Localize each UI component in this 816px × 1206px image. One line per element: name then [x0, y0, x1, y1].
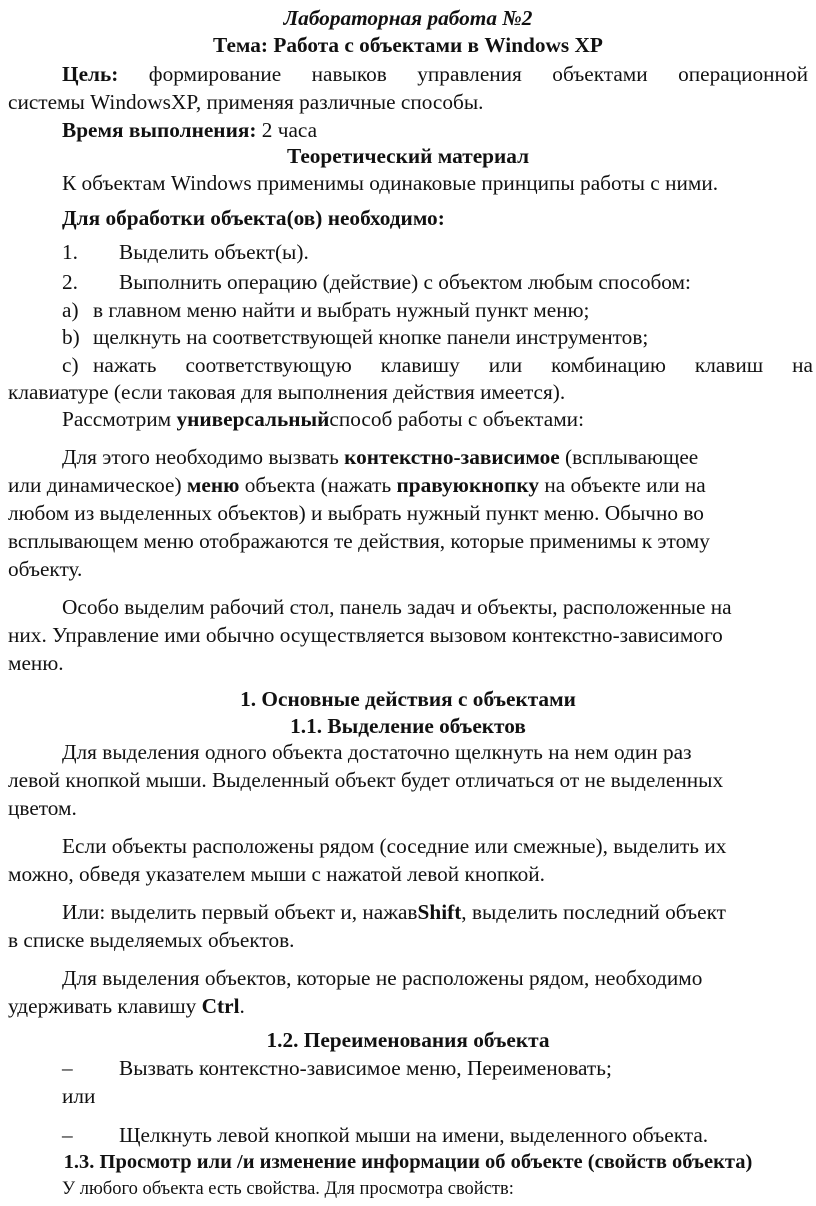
context-line-2 [8, 471, 706, 499]
context-line-3: любом из выделенных объектов) и выбрать нужный пункт меню. Обычно во [8, 501, 704, 525]
desktop-line-1: Особо выделим рабочий стол, панель задач и объекты, расположенные на [62, 595, 732, 619]
section-1-1-heading: 1.1. Выделение объектов [290, 714, 526, 738]
dash-marker: – [62, 1123, 73, 1147]
universal-bold: универсальный [176, 407, 330, 431]
way-letter: c) [62, 353, 79, 377]
step-text: Выполнить операцию (действие) с объектом любым способом: [119, 270, 691, 294]
ctrl-line-2 [8, 992, 245, 1020]
section-1-heading: 1. Основные действия с объектами [240, 687, 576, 711]
select-one-line-2: левой кнопкой мыши. Выделенный объект будет отличаться от не выделенных [8, 768, 724, 792]
context-line-1 [62, 443, 698, 471]
rename-text: Щелкнуть левой кнопкой мыши на имени, выделенного объекта. [119, 1123, 709, 1147]
text-run: Для этого необходимо вызвать [62, 445, 345, 469]
adjacent-line-1: Если объекты расположены рядом (соседние или смежные), выделить их [62, 834, 727, 858]
context-line-5: объекту. [8, 557, 83, 581]
goal-line-1 [8, 60, 808, 88]
props-intro: У любого объекта есть свойства. Для просмотра свойств: [62, 1179, 514, 1199]
theory-heading: Теоретический материал [286, 144, 530, 168]
text-run: Или: выделить первый объект и, нажав [62, 900, 418, 924]
bold-run: контекстно-зависимое [344, 445, 560, 469]
shift-line-1 [62, 898, 726, 926]
step-number: 1. [62, 240, 78, 264]
context-line-4: всплывающем меню отображаются те действия, которые применимы к этому [8, 529, 710, 553]
universal-line [62, 405, 584, 433]
select-one-line-3: цветом. [8, 796, 77, 820]
text-run: , выделить последний объект [461, 900, 726, 924]
section-1-2-heading: 1.2. Переименования объекта [266, 1028, 550, 1052]
way-letter: b) [62, 325, 80, 349]
lab-topic: Тема: Работа с объектами в Windows XP [213, 33, 603, 57]
rename-or: или [62, 1084, 96, 1108]
bold-run: Shift [417, 900, 462, 924]
bold-run: правуюкнопку [396, 473, 540, 497]
desktop-line-3: меню. [8, 651, 64, 675]
way-c-continuation: клавиатуре (если таковая для выполнения действия имеется). [8, 380, 566, 404]
shift-line-2: в списке выделяемых объектов. [8, 928, 295, 952]
ctrl-line-1: Для выделения объектов, которые не расположены рядом, необходимо [62, 966, 703, 990]
time-label: Время выполнения: [62, 118, 257, 142]
bold-run: меню [186, 473, 240, 497]
goal-label: Цель: [62, 62, 119, 86]
bold-run: Ctrl [201, 994, 240, 1018]
text-run: объекта (нажать [239, 473, 397, 497]
step-text: Выделить объект(ы). [119, 240, 309, 264]
universal-pre: Рассмотрим [62, 407, 177, 431]
goal-text-1: формирование навыков управления объектами операционной [148, 62, 808, 86]
way-c-text: нажать соответствующую клавишу или комбинацию клавиш на [93, 353, 813, 377]
time-line [62, 116, 317, 144]
select-one-line-1: Для выделения одного объекта достаточно щелкнуть на нем один раз [62, 740, 692, 764]
universal-post: способ работы с объектами: [329, 407, 584, 431]
lab-title: Лабораторная работа №2 [283, 6, 533, 30]
rename-text: Вызвать контекстно-зависимое меню, Переименовать; [119, 1056, 612, 1080]
dash-marker: – [62, 1056, 73, 1080]
theory-intro: К объектам Windows применимы одинаковые принципы работы с ними. [62, 171, 719, 195]
text-run: (всплывающее [559, 445, 699, 469]
goal-line-2: системы WindowsXP, применяя различные способы. [8, 90, 484, 114]
way-text: в главном меню найти и выбрать нужный пункт меню; [93, 298, 590, 322]
processing-heading: Для обработки объекта(ов) необходимо: [62, 206, 445, 230]
adjacent-line-2: можно, обведя указателем мыши с нажатой левой кнопкой. [8, 862, 545, 886]
step-number: 2. [62, 270, 78, 294]
text-run: или динамическое) [8, 473, 187, 497]
time-value: 2 часа [261, 118, 318, 142]
desktop-line-2: них. Управление ими обычно осуществляется вызовом контекстно-зависимого [8, 623, 723, 647]
text-run: . [239, 994, 245, 1018]
section-1-3-heading: 1.3. Просмотр или /и изменение информации об объекте (свойств объекта) [63, 1151, 753, 1173]
text-run: на объекте или на [539, 473, 706, 497]
way-letter: a) [62, 298, 79, 322]
text-run: удерживать клавишу [8, 994, 202, 1018]
way-text: щелкнуть на соответствующей кнопке панели инструментов; [93, 325, 649, 349]
